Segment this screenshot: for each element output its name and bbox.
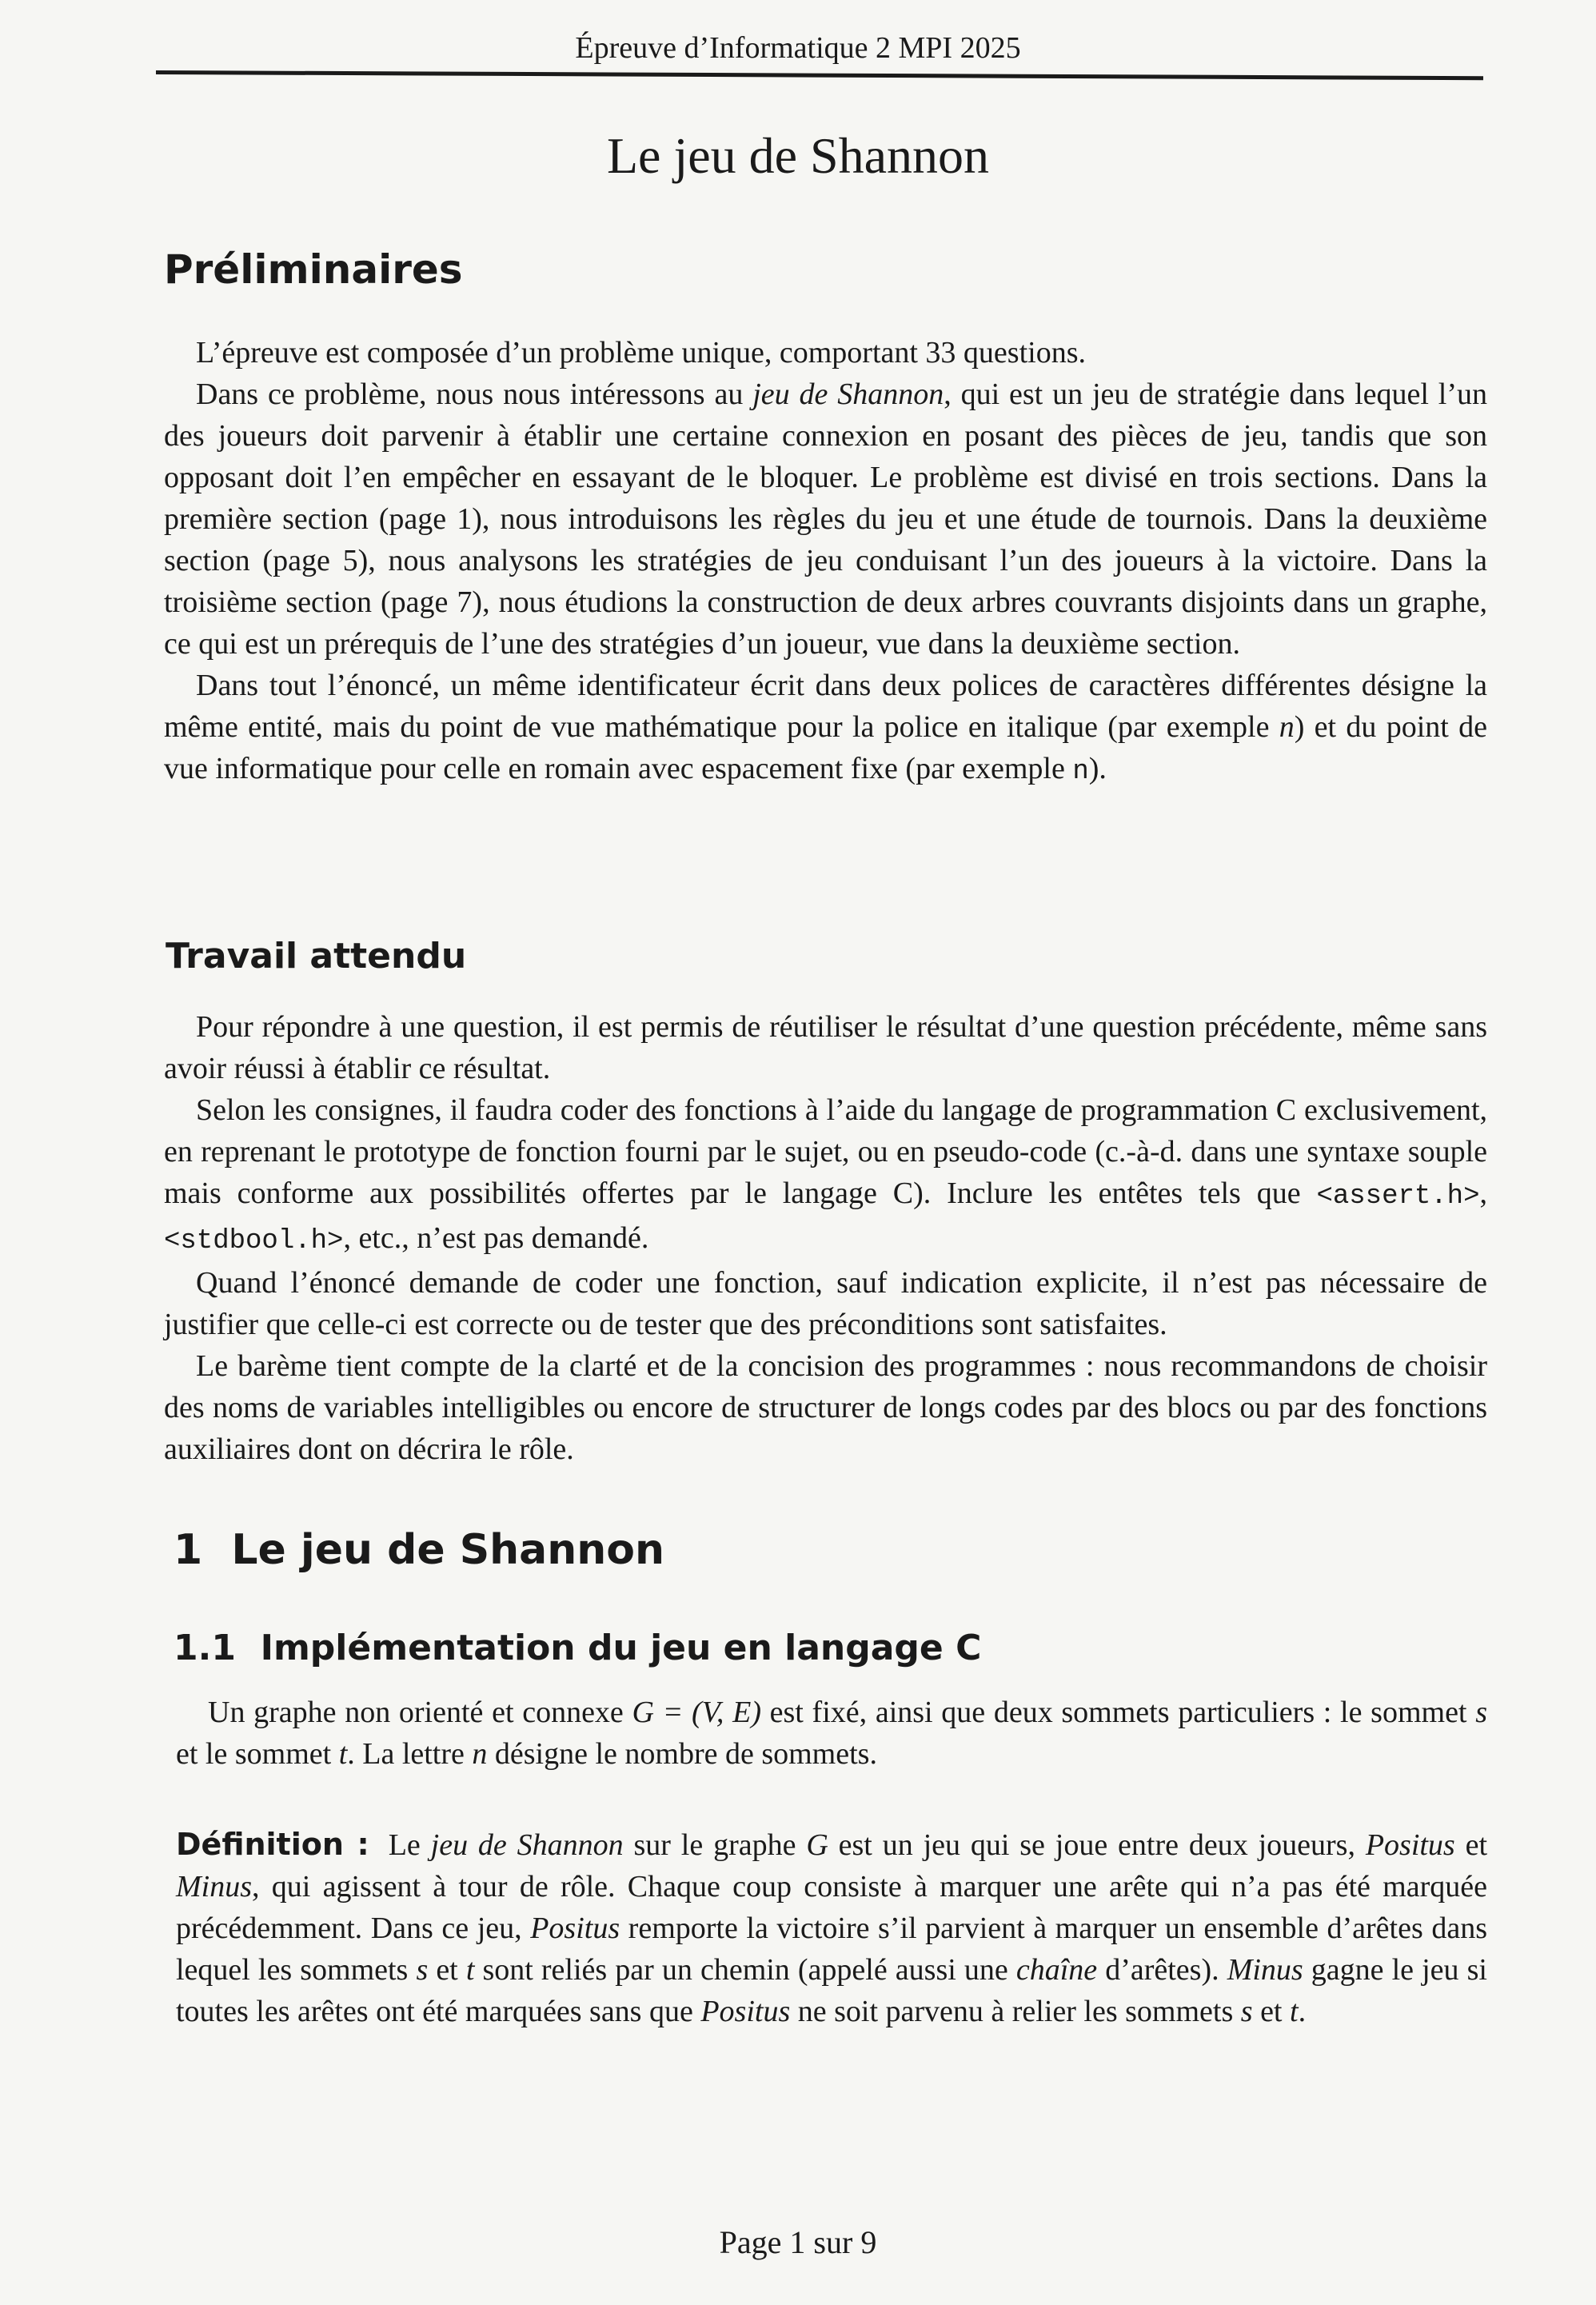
section-heading-1: 1 Le jeu de Shannon xyxy=(174,1526,665,1574)
paragraph: Quand l’énoncé demande de coder une fonction, sauf indication explicite, il n’est pas nécessaire de justifier que celle-ci est correcte ou de tester que des préconditions sont satisfaites. xyxy=(164,1266,1487,1341)
implementation-text xyxy=(176,1692,1487,1775)
paragraph: Selon les consignes, il faudra coder des fonctions à l’aide du langage de programmation C exclusivement, en reprenant le prototype de fonction fourni par le sujet, ou en pseudo-code (c.-à-d. dans une syntaxe souple mais conforme aux possibilités offertes par le langage C). Inclure les entêtes tels que <assert.h>, <stdbool.h>, etc., n’est pas demandé. xyxy=(164,1093,1487,1256)
paragraph: Dans tout l’énoncé, un même identificateur écrit dans deux polices de caractères différentes désigne la même entité, mais du point de vue mathématique pour la police en italique (par exemple n) et du point de vue informatique pour celle en romain avec espacement fixe (par exemple n). xyxy=(164,669,1487,787)
paragraph: Le barème tient compte de la clarté et de la concision des programmes : nous recommandons de choisir des noms de variables intelligibles ou encore de structurer de longs codes par des blocs ou par des fonctions auxiliaires dont on décrira le rôle. xyxy=(164,1349,1487,1466)
definition-paragraph: Définition : Le jeu de Shannon sur le graphe G est un jeu qui se joue entre deux joueurs, Positus et Minus, qui agissent à tour de rôle. Chaque coup consiste à marquer une arête qui n’a pas été marquée précédemment. Dans ce jeu, Positus remporte la victoire s’il parvient à marquer un ensemble d’arêtes dans lequel les sommets s et t sont reliés par un chemin (appelé aussi une chaîne d’arêtes). Minus gagne le jeu si toutes les arêtes ont été marquées sans que Positus ne soit parvenu à relier les sommets s et t. xyxy=(176,1827,1487,2028)
subsection-heading-1-1: 1.1 Implémentation du jeu en langage C xyxy=(174,1628,982,1668)
paragraph: Un graphe non orienté et connexe G = (V, E) est fixé, ainsi que deux sommets particuliers : le sommet s et le sommet t. La lettre n désigne le nombre de sommets. xyxy=(176,1696,1487,1771)
page-footer: Page 1 sur 9 xyxy=(719,2224,877,2260)
paragraph: Dans ce problème, nous nous intéressons au jeu de Shannon, qui est un jeu de stratégie dans lequel l’un des joueurs doit parvenir à établir une certaine connexion en posant des pièces de jeu, tandis que son opposant doit l’en empêcher en essayant de le bloquer. Le problème est divisé en trois sections. Dans la première section (page 1), nous introduisons les règles du jeu et une étude de tournois. Dans la deuxième section (page 5), nous analysons les stratégies de jeu conduisant l’un des joueurs à la victoire. Dans la troisième section (page 7), nous étudions la construction de deux arbres couvrants disjoints dans un graphe, ce qui est un prérequis de l’une des stratégies d’un joueur, vue dans la deuxième section. xyxy=(164,378,1488,661)
preliminaires-text xyxy=(164,332,1487,793)
definition-label: Définition : xyxy=(176,1827,369,1862)
travail-attendu-text xyxy=(164,1006,1487,1470)
paragraph: L’épreuve est composée d’un problème unique, comportant 33 questions. xyxy=(196,336,1086,370)
section-heading-travail-attendu: Travail attendu xyxy=(166,936,467,977)
section-heading-preliminaires: Préliminaires xyxy=(164,246,463,293)
header-rule xyxy=(156,70,1483,80)
running-header: Épreuve d’Informatique 2 MPI 2025 xyxy=(575,31,1021,65)
definition-block xyxy=(176,1824,1487,2032)
document-title: Le jeu de Shannon xyxy=(606,127,990,184)
paragraph: Pour répondre à une question, il est permis de réutiliser le résultat d’une question précédente, même sans avoir réussi à établir ce résultat. xyxy=(164,1010,1487,1085)
